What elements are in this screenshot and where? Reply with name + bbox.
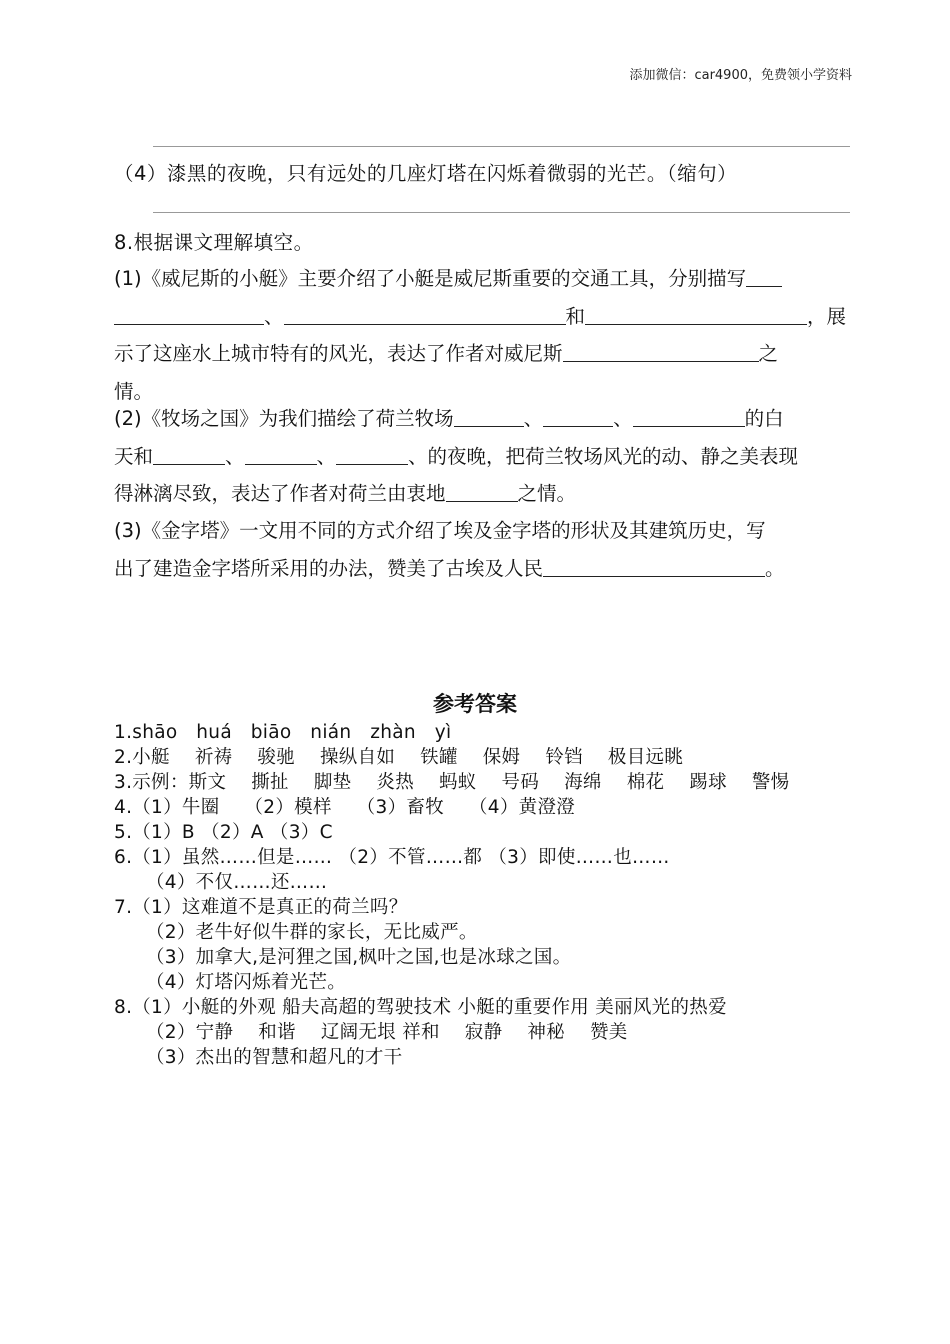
q8-2-text: 的白 — [744, 407, 784, 430]
fill-blank[interactable] — [245, 444, 317, 465]
q8-2-text: (2)《牧场之国》为我们描绘了荷兰牧场 — [114, 407, 454, 430]
question-8-1 — [114, 260, 850, 410]
answer-4: 4.（1）牛圈 （2）模样 （3）畜牧 （4）黄澄澄 — [114, 797, 576, 818]
fill-blank[interactable] — [446, 482, 518, 503]
fill-blank[interactable] — [746, 267, 782, 288]
question-8-title: 8.根据课文理解填空。 — [114, 231, 314, 254]
fill-blank[interactable] — [585, 304, 807, 325]
q8-2-text: 得淋漓尽致，表达了作者对荷兰由衷地 — [114, 482, 446, 505]
q8-1-sep: ，展 — [807, 304, 847, 328]
answer-line — [153, 146, 850, 147]
answer-line — [153, 212, 850, 213]
q8-2-sep: 、 — [613, 407, 633, 430]
answer-8-part-2: （2）宁静 和谐 辽阔无垠 祥和 寂静 神秘 赞美 — [146, 1022, 628, 1043]
q8-1-text: 示了这座水上城市特有的风光，表达了作者对威尼斯 — [114, 342, 563, 365]
question-8-2 — [114, 400, 850, 513]
answer-7: 7.（1）这难道不是真正的荷兰吗？ — [114, 897, 408, 918]
answer-7-part-2: （2）老牛好似牛群的家长，无比威严。 — [146, 922, 478, 943]
fill-blank[interactable] — [284, 304, 566, 325]
fill-blank[interactable] — [114, 304, 264, 325]
answer-6: 6.（1）虽然……但是…… （2）不管……都 （3）即使……也…… — [114, 847, 670, 868]
q8-2-text: 天和 — [114, 444, 154, 468]
fill-blank[interactable] — [543, 556, 765, 577]
answer-8: 8.（1）小艇的外观 船夫高超的驾驶技术 小艇的重要作用 美丽风光的热爱 — [114, 997, 727, 1018]
header-note: 添加微信：car4900，免费领小学资料 — [629, 68, 852, 83]
fill-blank[interactable] — [153, 444, 225, 465]
q8-1-text: 之 — [758, 342, 779, 365]
fill-blank[interactable] — [633, 407, 745, 428]
answer-6-part-4: （4）不仅……还…… — [146, 872, 328, 893]
answer-2: 2.小艇 祈祷 骏驰 操纵自如 铁罐 保姆 铃铛 极目远眺 — [114, 747, 684, 768]
answer-3: 3.示例：斯文 撕扯 脚垫 炎热 蚂蚁 号码 海绵 棉花 踢球 警惕 — [114, 772, 790, 793]
q8-1-text: 情。 — [114, 379, 154, 403]
q8-3-text: (3)《金字塔》一文用不同的方式介绍了埃及金字塔的形状及其建筑历史，写 — [114, 519, 766, 542]
answer-7-part-3: （3）加拿大,是河狸之国,枫叶之国,也是冰球之国。 — [146, 947, 572, 968]
q8-2-text: 、的夜晚，把荷兰牧场风光的动、静之美表现 — [408, 444, 799, 468]
answer-5: 5.（1）B （2）A （3）C — [114, 822, 333, 843]
answer-8-part-3: （3）杰出的智慧和超凡的才干 — [146, 1047, 403, 1068]
answers-title: 参考答案 — [433, 692, 517, 716]
answer-1: 1.shāo huá biāo nián zhàn yì — [114, 722, 452, 743]
fill-blank[interactable] — [563, 342, 759, 363]
question-7-4: （4）漆黑的夜晚，只有远处的几座灯塔在闪烁着微弱的光芒。（缩句） — [114, 162, 738, 185]
fill-blank[interactable] — [454, 407, 524, 428]
q8-2-sep: 、 — [523, 407, 544, 430]
q8-1-sep: 、 — [264, 304, 284, 328]
q8-2-sep: 、 — [316, 444, 337, 468]
fill-blank[interactable] — [543, 407, 613, 428]
fill-blank[interactable] — [336, 444, 408, 465]
q8-2-sep: 、 — [225, 444, 245, 468]
q8-1-text: (1)《威尼斯的小艇》主要介绍了小艇是威尼斯重要的交通工具，分别描写 — [114, 267, 747, 290]
q8-3-text: 出了建造金字塔所采用的办法，赞美了古埃及人民 — [114, 556, 544, 580]
question-8-3 — [114, 512, 850, 587]
q8-1-sep: 和 — [565, 304, 586, 328]
answer-7-part-4: （4）灯塔闪烁着光芒。 — [146, 972, 347, 993]
q8-2-text: 之情。 — [517, 482, 577, 505]
q8-3-text: 。 — [765, 556, 785, 580]
